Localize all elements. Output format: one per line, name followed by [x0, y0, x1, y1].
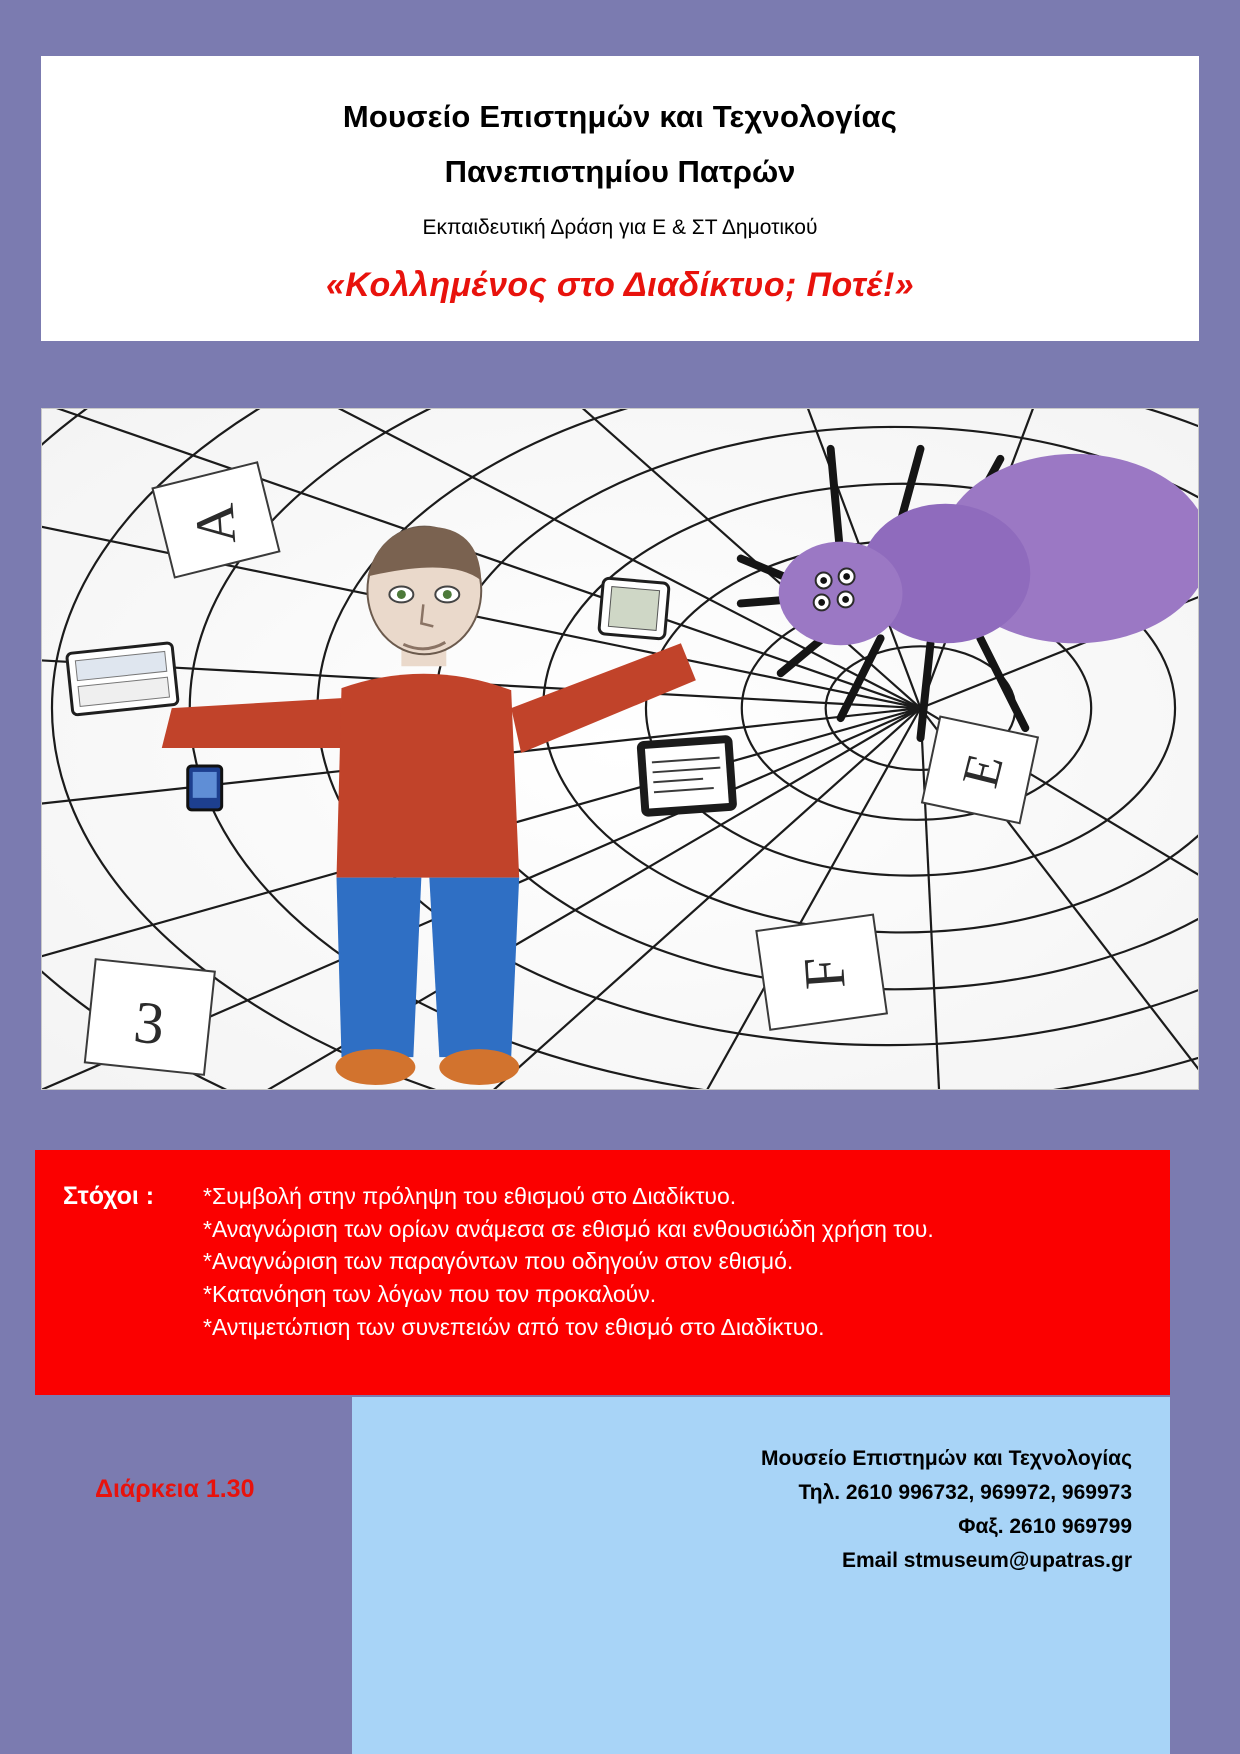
goal-item: *Κατανόηση των λόγων που τον προκαλούν. — [203, 1280, 657, 1307]
organization-name-line-1: Μουσείο Επιστημών και Τεχνολογίας — [342, 99, 898, 134]
goal-item: *Αναγνώριση των ορίων ανάμεσα σε εθισμό και ενθουσιώδη χρήση του. — [203, 1215, 934, 1242]
goals-box — [35, 1150, 1170, 1395]
goal-item: *Συμβολή στην πρόληψη του εθισμού στο Διαδίκτυο. — [203, 1183, 737, 1209]
header-panel — [41, 56, 1199, 341]
contact-panel — [352, 1397, 1170, 1754]
contact-organization: Μουσείο Επιστημών και Τεχνολογίας — [761, 1447, 1132, 1470]
organization-name-line-2: Πανεπιστημίου Πατρών — [444, 153, 796, 189]
goals-list — [203, 1180, 934, 1395]
svg-text:A: A — [183, 501, 249, 547]
program-subtitle: Εκπαιδευτική Δράση για Ε & ΣΤ Δημοτικού — [422, 215, 818, 239]
contact-phone: Τηλ. 2610 996732, 969972, 969973 — [798, 1481, 1132, 1505]
spider-web-illustration — [42, 409, 1198, 1089]
goal-item: *Αναγνώριση των παραγόντων που οδηγούν στον εθισμό. — [203, 1248, 794, 1275]
contact-email: Email stmuseum@upatras.gr — [841, 1549, 1132, 1573]
goals-label: Στόχοι : — [63, 1182, 155, 1210]
duration-label: Διάρκεια 1.30 — [95, 1475, 255, 1503]
svg-text:3: 3 — [130, 988, 168, 1058]
page-title: «Κολλημένος στο Διαδίκτυο; Ποτέ!» — [325, 265, 915, 304]
svg-text:F: F — [790, 954, 858, 992]
goal-item: *Αντιμετώπιση των συνεπειών από τον εθισμό στο Διαδίκτυο. — [203, 1313, 825, 1340]
illustration-frame — [41, 408, 1199, 1090]
svg-text:E: E — [951, 748, 1015, 793]
contact-fax: Φαξ. 2610 969799 — [958, 1515, 1132, 1539]
